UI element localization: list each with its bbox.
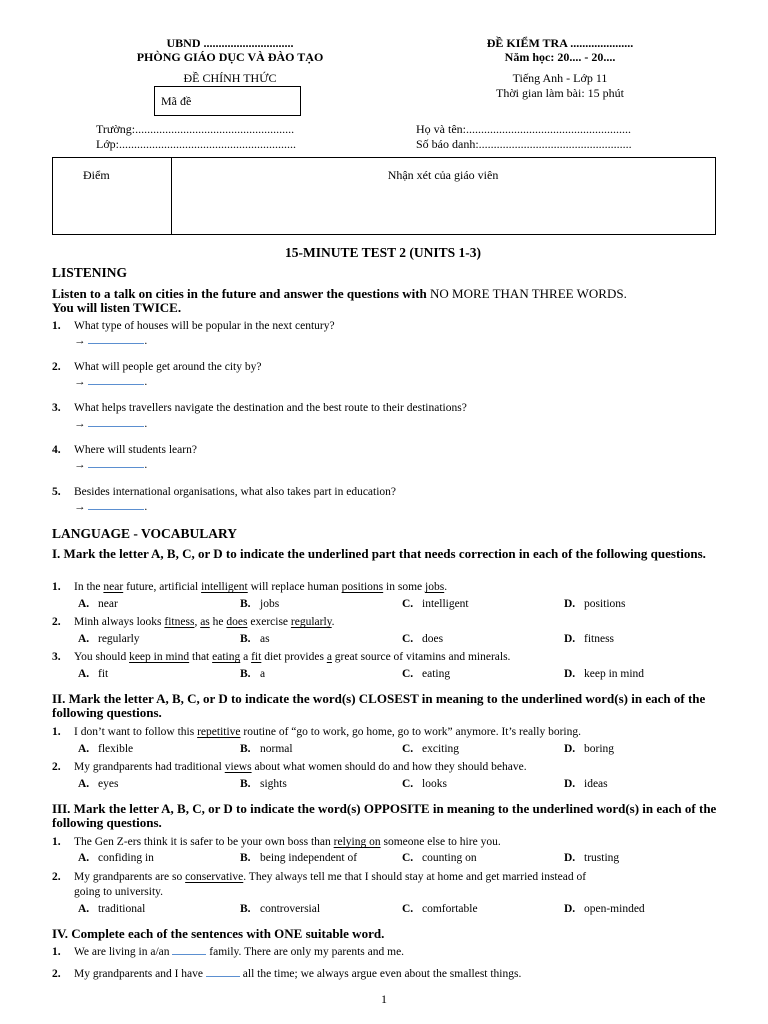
option-b[interactable]: B. jobs xyxy=(240,598,280,610)
grade-box xyxy=(52,157,716,235)
department-name: PHÒNG GIÁO DỤC VÀ ĐÀO TẠO xyxy=(136,50,324,64)
listening-heading: LISTENING xyxy=(52,265,128,280)
arrow-icon: → xyxy=(74,335,86,347)
arrow-icon: → xyxy=(74,501,86,513)
subject-line: Tiếng Anh - Lớp 11 xyxy=(512,71,608,85)
option-c[interactable]: C. exciting xyxy=(402,743,460,755)
answer-line-2[interactable]: → . xyxy=(74,376,148,388)
option-d[interactable]: D. ideas xyxy=(564,778,608,790)
part4-question-1: 1. We are living in a/an family. There are only my parents and me. xyxy=(52,946,405,958)
option-c[interactable]: C. comfortable xyxy=(402,903,478,915)
part2-question-2: 2. My grandparents had traditional views about what women should do and how they should behave. xyxy=(52,761,527,773)
listening-question-5: 5. Besides international organisations, what also takes part in education? xyxy=(52,486,397,498)
part1-question-2: 2. Minh always looks fitness, as he does exercise regularly. xyxy=(52,616,335,628)
option-d[interactable]: D. open-minded xyxy=(564,903,645,915)
option-c[interactable]: C. counting on xyxy=(402,852,477,864)
answer-line-4[interactable]: → . xyxy=(74,459,148,471)
score-label: Điểm xyxy=(83,168,110,182)
option-a[interactable]: A. confiding in xyxy=(78,852,154,864)
page-number: 1 xyxy=(381,992,387,1006)
option-b[interactable]: B. controversial xyxy=(240,903,321,915)
official-label: ĐỀ CHÍNH THỨC xyxy=(183,71,277,85)
school-year: Năm học: 20.... - 20.... xyxy=(504,50,616,64)
answer-line-1[interactable]: → . xyxy=(74,335,148,347)
option-a[interactable]: A. near xyxy=(78,598,118,610)
option-b[interactable]: B. a xyxy=(240,668,266,680)
exam-title-line: ĐỀ KIỂM TRA ..................... xyxy=(486,36,634,50)
option-c[interactable]: C. looks xyxy=(402,778,447,790)
answer-line-5[interactable]: → . xyxy=(74,501,148,513)
option-d[interactable]: D. fitness xyxy=(564,633,615,645)
arrow-icon: → xyxy=(74,376,86,388)
exam-code-label: Mã đề xyxy=(161,94,192,108)
part3-question-2: 2. My grandparents are so conservative. They always tell me that I should stay at home and get married instead of xyxy=(52,871,587,883)
authority-line: UBND .............................. xyxy=(166,36,294,50)
language-heading: LANGUAGE - VOCABULARY xyxy=(52,526,238,541)
option-c[interactable]: C. eating xyxy=(402,668,451,680)
part3-question-2-cont: going to university. xyxy=(74,886,164,898)
option-b[interactable]: B. being independent of xyxy=(240,852,358,864)
part4-instruction: IV. Complete each of the sentences with ONE suitable word. xyxy=(52,926,385,941)
option-d[interactable]: D. positions xyxy=(564,598,626,610)
option-a[interactable]: A. fit xyxy=(78,668,109,680)
school-field[interactable]: Trường:..................................................... xyxy=(96,122,295,136)
part1-question-3: 3. You should keep in mind that eating a fit diet provides a great source of vitamins and minerals. xyxy=(52,651,511,663)
listening-question-1: 1. What type of houses will be popular in the next century? xyxy=(52,320,335,332)
option-a[interactable]: A. flexible xyxy=(78,743,134,755)
exam-code-box xyxy=(154,86,301,116)
test-title: 15-MINUTE TEST 2 (UNITS 1-3) xyxy=(284,245,482,260)
option-d[interactable]: D. boring xyxy=(564,743,615,755)
option-d[interactable]: D. keep in mind xyxy=(564,668,645,680)
option-b[interactable]: B. normal xyxy=(240,743,293,755)
part3-question-1: 1. The Gen Z-ers think it is safer to be your own boss than relying on someone else to hire you. xyxy=(52,836,501,848)
listening-question-3: 3. What helps travellers navigate the destination and the best route to their destinations? xyxy=(52,402,467,414)
arrow-icon: → xyxy=(74,418,86,430)
part1-instruction: I. Mark the letter A, B, C, or D to indicate the underlined part that needs correction in each of the following questions. xyxy=(52,546,706,561)
arrow-icon: → xyxy=(74,459,86,471)
part1-question-1: 1. In the near future, artificial intelligent will replace human positions in some jobs. xyxy=(52,581,448,593)
option-b[interactable]: B. sights xyxy=(240,778,287,790)
option-b[interactable]: B. as xyxy=(240,633,270,645)
time-line: Thời gian làm bài: 15 phút xyxy=(496,86,624,100)
part2-question-1: 1. I don’t want to follow this repetitive routine of “go to work, go home, go to work” anymore. It’s really boring. xyxy=(52,726,581,738)
fill-blank-2[interactable] xyxy=(206,975,240,977)
part2-instruction: II. Mark the letter A, B, C, or D to indicate the word(s) CLOSEST in meaning to the underlined word(s) in each of the following questions. xyxy=(52,691,706,720)
listening-question-4: 4. Where will students learn? xyxy=(52,444,197,456)
teacher-comment-label: Nhận xét của giáo viên xyxy=(387,168,499,182)
option-c[interactable]: C. intelligent xyxy=(402,598,469,610)
option-d[interactable]: D. trusting xyxy=(564,852,620,864)
part3-instruction: III. Mark the letter A, B, C, or D to indicate the word(s) OPPOSITE in meaning to the underlined word(s) in each of the following questions. xyxy=(52,801,717,830)
option-a[interactable]: A. traditional xyxy=(78,903,146,915)
class-field[interactable]: Lớp:........................................................... xyxy=(96,137,297,151)
option-a[interactable]: A. eyes xyxy=(78,778,119,790)
listening-question-2: 2. What will people get around the city by? xyxy=(52,361,262,373)
answer-line-3[interactable]: → . xyxy=(74,418,148,430)
option-a[interactable]: A. regularly xyxy=(78,633,140,645)
name-field[interactable]: Họ và tên:....................................................... xyxy=(416,122,631,136)
option-c[interactable]: C. does xyxy=(402,633,444,645)
fill-blank-1[interactable] xyxy=(172,953,206,955)
student-id-field[interactable]: Số báo danh:................................................... xyxy=(416,137,632,151)
listening-instruction: Listen to a talk on cities in the future and answer the questions with NO MORE THAN THREE WORDS. You will listen TWICE. xyxy=(52,286,627,315)
part4-question-2: 2. My grandparents and I have all the time; we always argue even about the smallest things. xyxy=(52,968,522,980)
